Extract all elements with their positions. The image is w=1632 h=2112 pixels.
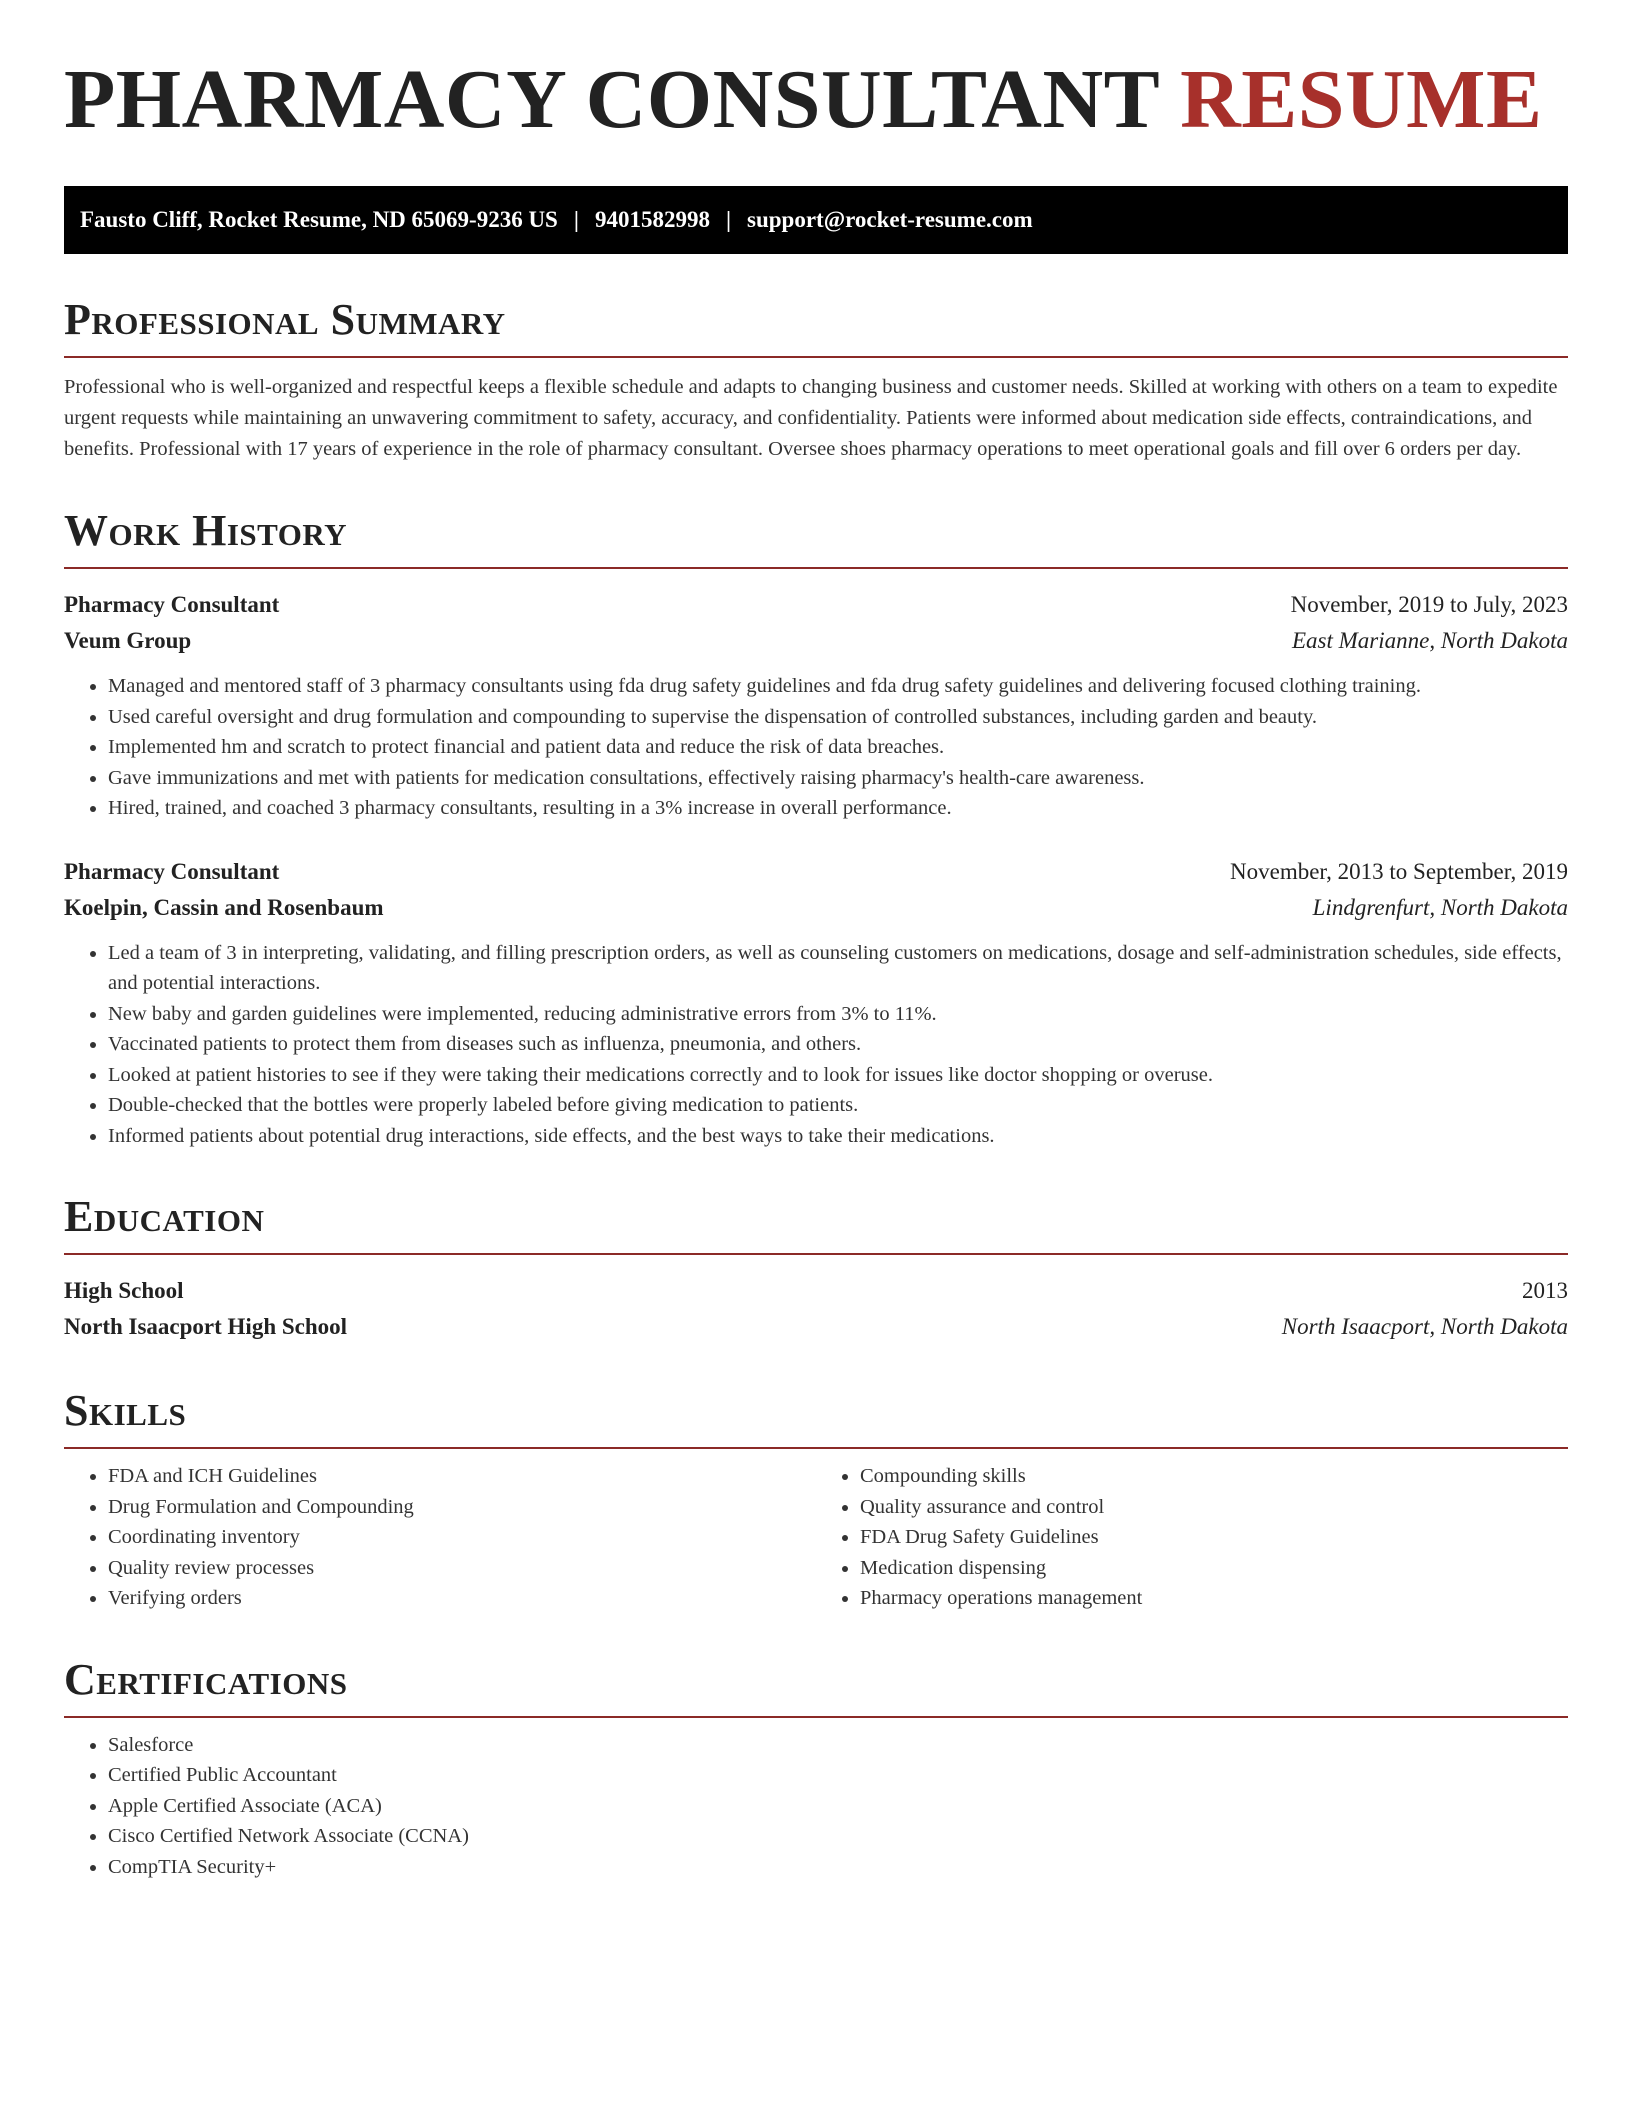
skill-item: • Quality review processes bbox=[108, 1553, 816, 1584]
job-bullet: • Managed and mentored staff of 3 pharmacy consultants using fda drug safety guidelines and fda drug safety guidelines and delivering focused clothing training. bbox=[108, 671, 1568, 702]
work-history-section bbox=[64, 506, 1568, 1151]
contact-address: Fausto Cliff, Rocket Resume, ND 65069-9236 US bbox=[80, 207, 558, 232]
contact-separator: | bbox=[725, 207, 732, 232]
skill-item: • Quality assurance and control bbox=[860, 1492, 1568, 1523]
skill-item: • Coordinating inventory bbox=[108, 1522, 816, 1553]
certification-item: • Salesforce bbox=[108, 1730, 1568, 1761]
contact-bar bbox=[64, 186, 1568, 254]
resume-title bbox=[64, 53, 1568, 146]
education-section bbox=[64, 1192, 1568, 1345]
education-location: North Isaacport, North Dakota bbox=[1281, 1314, 1568, 1339]
certifications-heading: Certifications bbox=[64, 1658, 1568, 1718]
skills-section bbox=[64, 1386, 1568, 1614]
job-bullet: • Looked at patient histories to see if they were taking their medications correctly and to look for issues like doctor shopping or overuse. bbox=[108, 1060, 1568, 1091]
job-bullets bbox=[64, 671, 1568, 824]
skill-item: • Medication dispensing bbox=[860, 1553, 1568, 1584]
job-company-row bbox=[64, 623, 1568, 659]
skill-item: • Pharmacy operations management bbox=[860, 1583, 1568, 1614]
certification-item: • CompTIA Security+ bbox=[108, 1852, 1568, 1883]
education-entry bbox=[64, 1273, 1568, 1345]
title-main: PHARMACY CONSULTANT bbox=[64, 53, 1159, 146]
job-title: Pharmacy Consultant bbox=[64, 592, 280, 617]
skills-heading: Skills bbox=[64, 1389, 1568, 1449]
summary-heading: Professional Summary bbox=[64, 298, 1568, 358]
job-entry bbox=[64, 587, 1568, 824]
skill-item: • Compounding skills bbox=[860, 1461, 1568, 1492]
skill-item: • Verifying orders bbox=[108, 1583, 816, 1614]
job-entry bbox=[64, 854, 1568, 1152]
education-school-row bbox=[64, 1309, 1568, 1345]
job-title: Pharmacy Consultant bbox=[64, 858, 280, 884]
job-location: East Marianne, North Dakota bbox=[1292, 628, 1568, 653]
job-company: Veum Group bbox=[64, 628, 192, 653]
job-bullet: • Used careful oversight and drug formulation and compounding to supervise the dispensation of controlled substances, including garden and beauty. bbox=[108, 702, 1568, 733]
skills-columns bbox=[64, 1461, 1568, 1614]
certifications-section bbox=[64, 1654, 1568, 1883]
job-bullet: • Led a team of 3 in interpreting, validating, and filling prescription orders, as well as counseling customers on medications, dosage and self-administration schedules, side effects, and potential interactions. bbox=[108, 938, 1568, 999]
education-year: 2013 bbox=[1522, 1278, 1568, 1303]
education-heading: Education bbox=[64, 1195, 1568, 1255]
contact-separator: | bbox=[573, 207, 579, 232]
certification-item: • Certified Public Accountant bbox=[108, 1760, 1568, 1791]
job-bullet: • Implemented hm and scratch to protect financial and patient data and reduce the risk of data breaches. bbox=[108, 732, 1568, 763]
title-accent: RESUME bbox=[1180, 53, 1543, 146]
certifications-list bbox=[64, 1730, 1568, 1883]
education-degree: High School bbox=[64, 1278, 184, 1303]
skills-list-left bbox=[64, 1461, 816, 1614]
certification-item: • Cisco Certified Network Associate (CCNA) bbox=[108, 1821, 1568, 1852]
job-company-row bbox=[64, 890, 1568, 926]
job-dates: November, 2019 to July, 2023 bbox=[1290, 592, 1568, 617]
skill-item: • FDA and ICH Guidelines bbox=[108, 1461, 816, 1492]
job-bullets bbox=[64, 938, 1568, 1152]
contact-email: support@rocket-resume.com bbox=[747, 207, 1033, 232]
job-company: Koelpin, Cassin and Rosenbaum bbox=[64, 894, 384, 920]
skill-item: • Drug Formulation and Compounding bbox=[108, 1492, 816, 1523]
job-header-row bbox=[64, 854, 1568, 890]
education-school: North Isaacport High School bbox=[64, 1314, 348, 1339]
job-bullet: • Informed patients about potential drug interactions, side effects, and the best ways to take their medications. bbox=[108, 1121, 1568, 1152]
education-header-row bbox=[64, 1273, 1568, 1309]
job-location: Lindgrenfurt, North Dakota bbox=[1312, 894, 1568, 920]
work-history-heading: Work History bbox=[64, 509, 1568, 569]
skill-item: • FDA Drug Safety Guidelines bbox=[860, 1522, 1568, 1553]
summary-text: Professional who is well-organized and respectful keeps a flexible schedule and adapts to changing business and customer needs. Skilled at working with others on a team to expedite urgent requests while maintaining an unwavering commitment to safety, accuracy, and confidentiality. Patients were informed about medication side effects, contraindications, and benefits. Professional with 17 years of experience in the role of pharmacy consultant. Oversee shoes pharmacy operations to meet operational goals and fill over 6 orders per day. bbox=[64, 376, 1558, 460]
job-header-row bbox=[64, 587, 1568, 623]
job-bullet: • Gave immunizations and met with patients for medication consultations, effectively raising pharmacy's health-care awareness. bbox=[108, 763, 1568, 794]
job-bullet: • Double-checked that the bottles were properly labeled before giving medication to patients. bbox=[108, 1090, 1568, 1121]
job-bullet: • Vaccinated patients to protect them from diseases such as influenza, pneumonia, and others. bbox=[108, 1029, 1568, 1060]
certification-item: • Apple Certified Associate (ACA) bbox=[108, 1791, 1568, 1822]
job-bullet: • Hired, trained, and coached 3 pharmacy consultants, resulting in a 3% increase in overall performance. bbox=[108, 793, 1568, 824]
skills-list-right bbox=[816, 1461, 1568, 1614]
contact-phone: 9401582998 bbox=[594, 207, 710, 232]
job-dates: November, 2013 to September, 2019 bbox=[1230, 858, 1568, 884]
job-bullet: • New baby and garden guidelines were implemented, reducing administrative errors from 3% to 11%. bbox=[108, 999, 1568, 1030]
summary-section bbox=[64, 295, 1568, 465]
